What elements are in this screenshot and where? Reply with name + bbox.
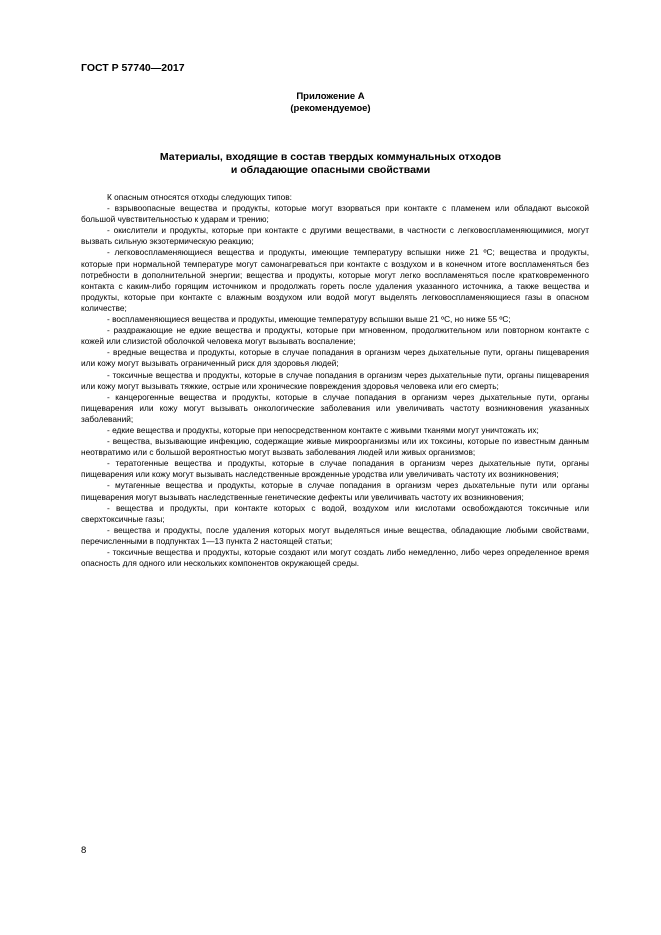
list-item: - вредные вещества и продукты, которые в случае попадания в организм через дыхательные пути, органы пищеварения или кожу могут вызывать ограниченный риск для здоровья людей; (81, 347, 589, 369)
body-text (81, 192, 589, 569)
list-item: - тератогенные вещества и продукты, которые в случае попадания в организм через дыхательные пути, органы пищеварения или кожу могут вызывать наследственные врожденные уродства или увеличивать частоту их возникновения; (81, 458, 589, 480)
list-item: - вещества, вызывающие инфекцию, содержащие живые микроорганизмы или их токсины, которые по известным данным неотвратимо или с большой вероятностью могут вызвать заболевания людей или живых организмов; (81, 436, 589, 458)
list-item: - токсичные вещества и продукты, которые создают или могут создать либо немедленно, либо через определенное время опасность для одного или нескольких компонентов окружающей среды. (81, 547, 589, 569)
list-item: - вещества и продукты, после удаления которых могут выделяться иные вещества, обладающие любыми свойствами, перечисленными в подпунктах 1—13 пункта 2 настоящей статьи; (81, 524, 589, 546)
paragraph-intro: К опасным относятся отходы следующих типов: (107, 192, 292, 202)
list-item: - токсичные вещества и продукты, которые в случае попадания в организм через дыхательные пути, органы пищеварения или кожу могут вызывать тяжкие, острые или хронические повреждения здоровья человека или его смерть; (81, 369, 589, 391)
annex-heading (0, 91, 661, 115)
list-item: - раздражающие не едкие вещества и продукты, которые при мгновенном, продолжительном или повторном контакте с кожей или слизистой оболочкой человека могут вызывать воспаление; (81, 325, 589, 347)
document-header: ГОСТ Р 57740—2017 (81, 62, 185, 74)
list-item: - вещества и продукты, при контакте которых с водой, воздухом или кислотами освобождаются токсичные или сверхтоксичные газы; (81, 502, 589, 524)
section-title (0, 151, 661, 177)
list-item: - мутагенные вещества и продукты, которые в случае попадания в организм через дыхательные пути или органы пищеварения могут вызывать наследственные генетические дефекты или увеличивать частоту их возникновения; (81, 480, 589, 502)
title-line-1: Материалы, входящие в состав твердых коммунальных отходов (159, 151, 502, 163)
list-item: - канцерогенные вещества и продукты, которые в случае попадания в организм через дыхательные пути, органы пищеварения или кожу могут вызывать онкологические заболевания или увеличивать частоту возникновения указанных заболеваний; (81, 391, 589, 424)
list-item: - легковоспламеняющиеся вещества и продукты, имеющие температуру вспышки ниже 21 ºС; вещества и продукты, которые при нормальной температуре могут самонагреваться при контакте с воздухом и в конечном итоге воспламеняться без потребности в дополнительной энергии; вещества и продукты, которые могут легко воспламеняться после кратковременного контакта с каким-либо горящим источником и продолжать гореть после удаления указанного источника, а также вещества и продукты, которые при контакте с влажным воздухом или водой могут выделять легковоспламеняющиеся газы в опасном количестве; (81, 247, 589, 313)
annex-label: Приложение А (296, 91, 365, 102)
title-line-2: и обладающие опасными свойствами (230, 164, 431, 176)
list-item: - едкие вещества и продукты, которые при непосредственном контакте с живыми тканями могут уничтожать их; (107, 424, 539, 435)
list-item: - окислители и продукты, которые при контакте с другими веществами, в частности с легковоспламеняющимися, могут вызвать сильную экзотермическую реакцию; (81, 225, 589, 247)
list-item: - взрывоопасные вещества и продукты, которые могут взорваться при контакте с пламенем или обладают высокой большой чувствительностью к ударам и трению; (81, 203, 589, 225)
list-item: - воспламеняющиеся вещества и продукты, имеющие температуру вспышки выше 21 ºС, но ниже 55 ºС; (107, 314, 511, 325)
annex-note: (рекомендуемое) (290, 103, 371, 114)
page-number: 8 (81, 845, 87, 856)
